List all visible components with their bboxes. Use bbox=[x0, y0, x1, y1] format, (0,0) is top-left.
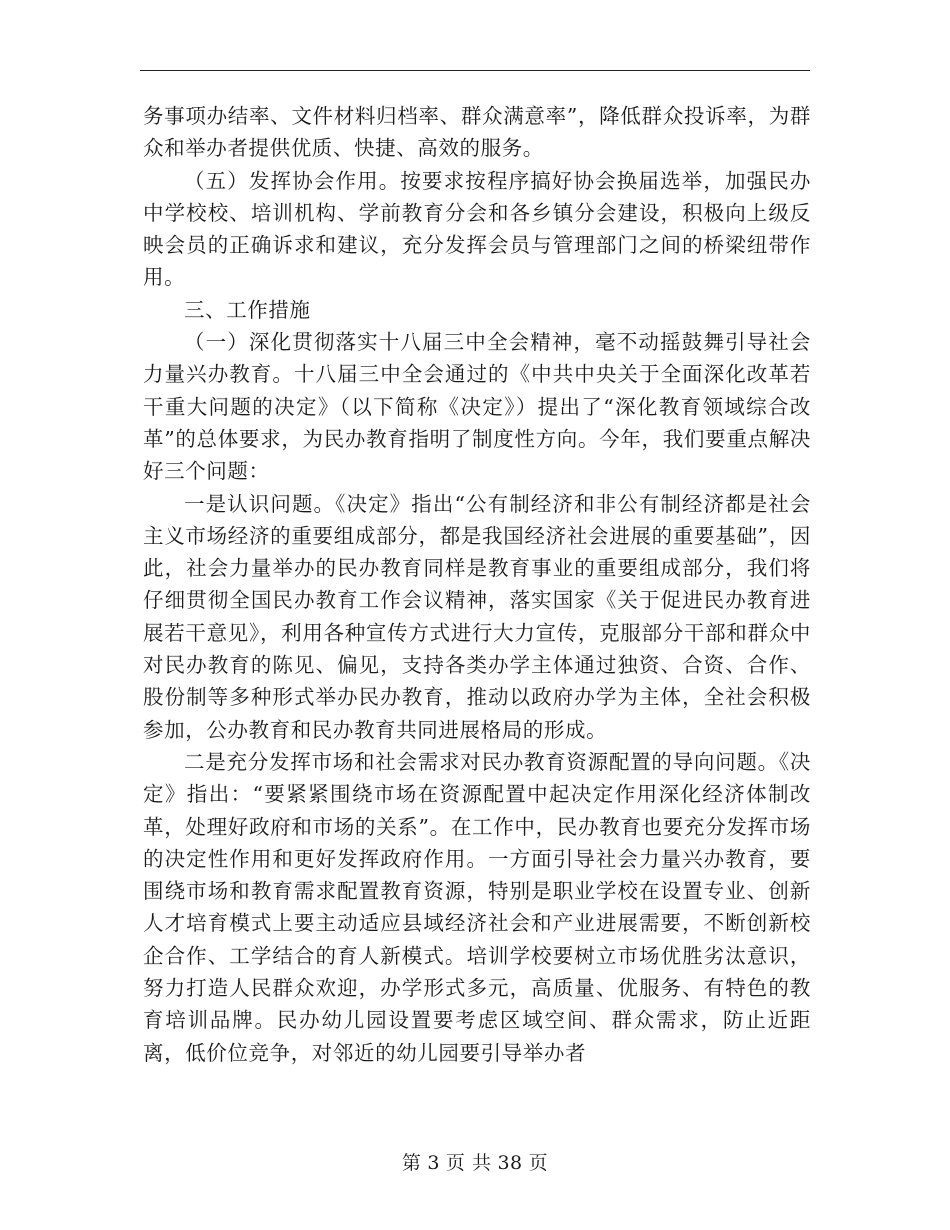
paragraph: （五）发挥协会作用。按要求按程序搞好协会换届选举，加强民办中学校校、培训机构、学前教育分会和各乡镇分会建设，积极向上级反映会员的正确诉求和建议，充分发挥会员与管理部门之间的桥梁纽带作用。 bbox=[143, 168, 811, 290]
page-number: 3 bbox=[427, 1152, 440, 1174]
section-heading: 三、工作措施 bbox=[184, 297, 311, 322]
document-body bbox=[143, 100, 811, 1069]
page-total: 38 bbox=[497, 1152, 523, 1174]
page-footer bbox=[0, 1148, 950, 1175]
header-rule bbox=[140, 70, 810, 71]
footer-suffix: 页 bbox=[528, 1152, 549, 1174]
footer-prefix: 第 bbox=[401, 1152, 422, 1174]
paragraph: 二是充分发挥市场和社会需求对民办教育资源配置的导向问题。《决定》指出：“要紧紧围绕市场在资源配置中起决定作用深化经济体制改革，处理好政府和市场的关系”。在工作中，民办教育也要充分发挥市场的决定性作用和更好发挥政府作用。一方面引导社会力量兴办教育，要围绕市场和教育需求配置教育资源，特别是职业学校在设置专业、创新人才培育模式上要主动适应县域经济社会和产业进展需要，不断创新校企合作、工学结合的育人新模式。培训学校要树立市场优胜劣汰意识，努力打造人民群众欢迎，办学形式多元，高质量、优服务、有特色的教育培训品牌。民办幼儿园设置要考虑区域空间、群众需求，防止近距离，低价位竞争，对邻近的幼儿园要引导举办者 bbox=[143, 749, 811, 1065]
paragraph: 一是认识问题。《决定》指出“公有制经济和非公有制经济都是社会主义市场经济的重要组成部分，都是我国经济社会进展的重要基础”，因此，社会力量举办的民办教育同样是教育事业的重要组成部分，我们将仔细贯彻全国民办教育工作会议精神，落实国家《关于促进民办教育进展若干意见》，利用各种宣传方式进行大力宣传，克服部分干部和群众中对民办教育的陈见、偏见，支持各类办学主体通过独资、合资、合作、股份制等多种形式举办民办教育，推动以政府办学为主体，全社会积极参加，公办教育和民办教育共同进展格局的形成。 bbox=[143, 491, 811, 742]
paragraph: 务事项办结率、文件材料归档率、群众满意率”，降低群众投诉率，为群众和举办者提供优质、快捷、高效的服务。 bbox=[143, 104, 811, 161]
paragraph: （一）深化贯彻落实十八届三中全会精神，毫不动摇鼓舞引导社会力量兴办教育。十八届三中全会通过的《中共中央关于全面深化改革若干重大问题的决定》（以下简称《决定》）提出了“深化教育领域综合改革”的总体要求，为民办教育指明了制度性方向。今年，我们要重点解决好三个问题： bbox=[143, 330, 811, 484]
footer-mid: 页 共 bbox=[445, 1152, 492, 1174]
